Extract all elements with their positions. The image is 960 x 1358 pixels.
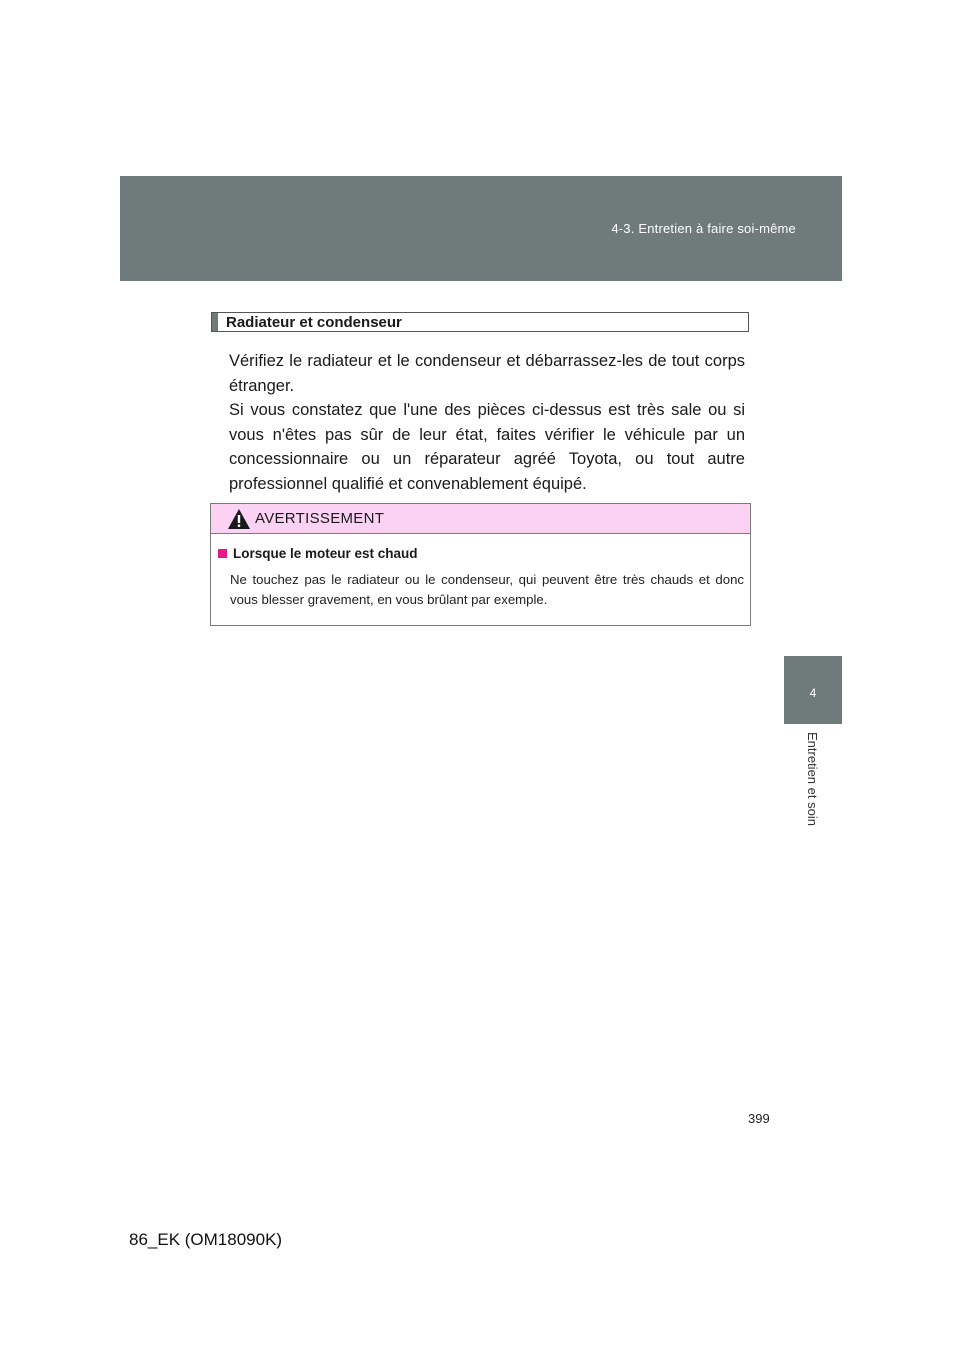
warning-subheading-text: Lorsque le moteur est chaud	[233, 546, 418, 561]
warning-box	[210, 503, 751, 626]
chapter-label: Entretien et soin	[805, 732, 820, 826]
page-number: 399	[748, 1111, 770, 1126]
square-bullet-icon	[218, 549, 227, 558]
warning-title: AVERTISSEMENT	[255, 510, 385, 527]
body-paragraph: Si vous constatez que l'une des pièces ci-dessus est très sale ou si vous n'êtes pas sûr de leur état, faites vérifier le véhicule par un concessionnaire ou un réparateur agréé Toyota, ou tout autre professionnel qualifié et convenablement équipé.	[229, 401, 745, 493]
header-band	[120, 176, 842, 281]
warning-triangle-icon	[227, 508, 251, 530]
section-body	[229, 349, 745, 496]
body-paragraph: Vérifiez le radiateur et le condenseur et débarrassez-les de tout corps étranger.	[229, 352, 745, 395]
header-section-title: 4-3. Entretien à faire soi-même	[611, 221, 796, 236]
chapter-tab	[784, 656, 842, 724]
warning-text: Ne touchez pas le radiateur ou le condenseur, qui peuvent être très chauds et donc vous blesser gravement, en vous brûlant par exemple.	[230, 572, 744, 607]
warning-subheading	[218, 546, 418, 561]
section-heading	[211, 312, 749, 332]
document-code: 86_EK (OM18090K)	[129, 1230, 283, 1249]
chapter-number: 4	[809, 686, 817, 700]
section-heading-bar	[212, 313, 218, 331]
section-heading-text: Radiateur et condenseur	[226, 314, 402, 331]
warning-header	[211, 504, 750, 534]
